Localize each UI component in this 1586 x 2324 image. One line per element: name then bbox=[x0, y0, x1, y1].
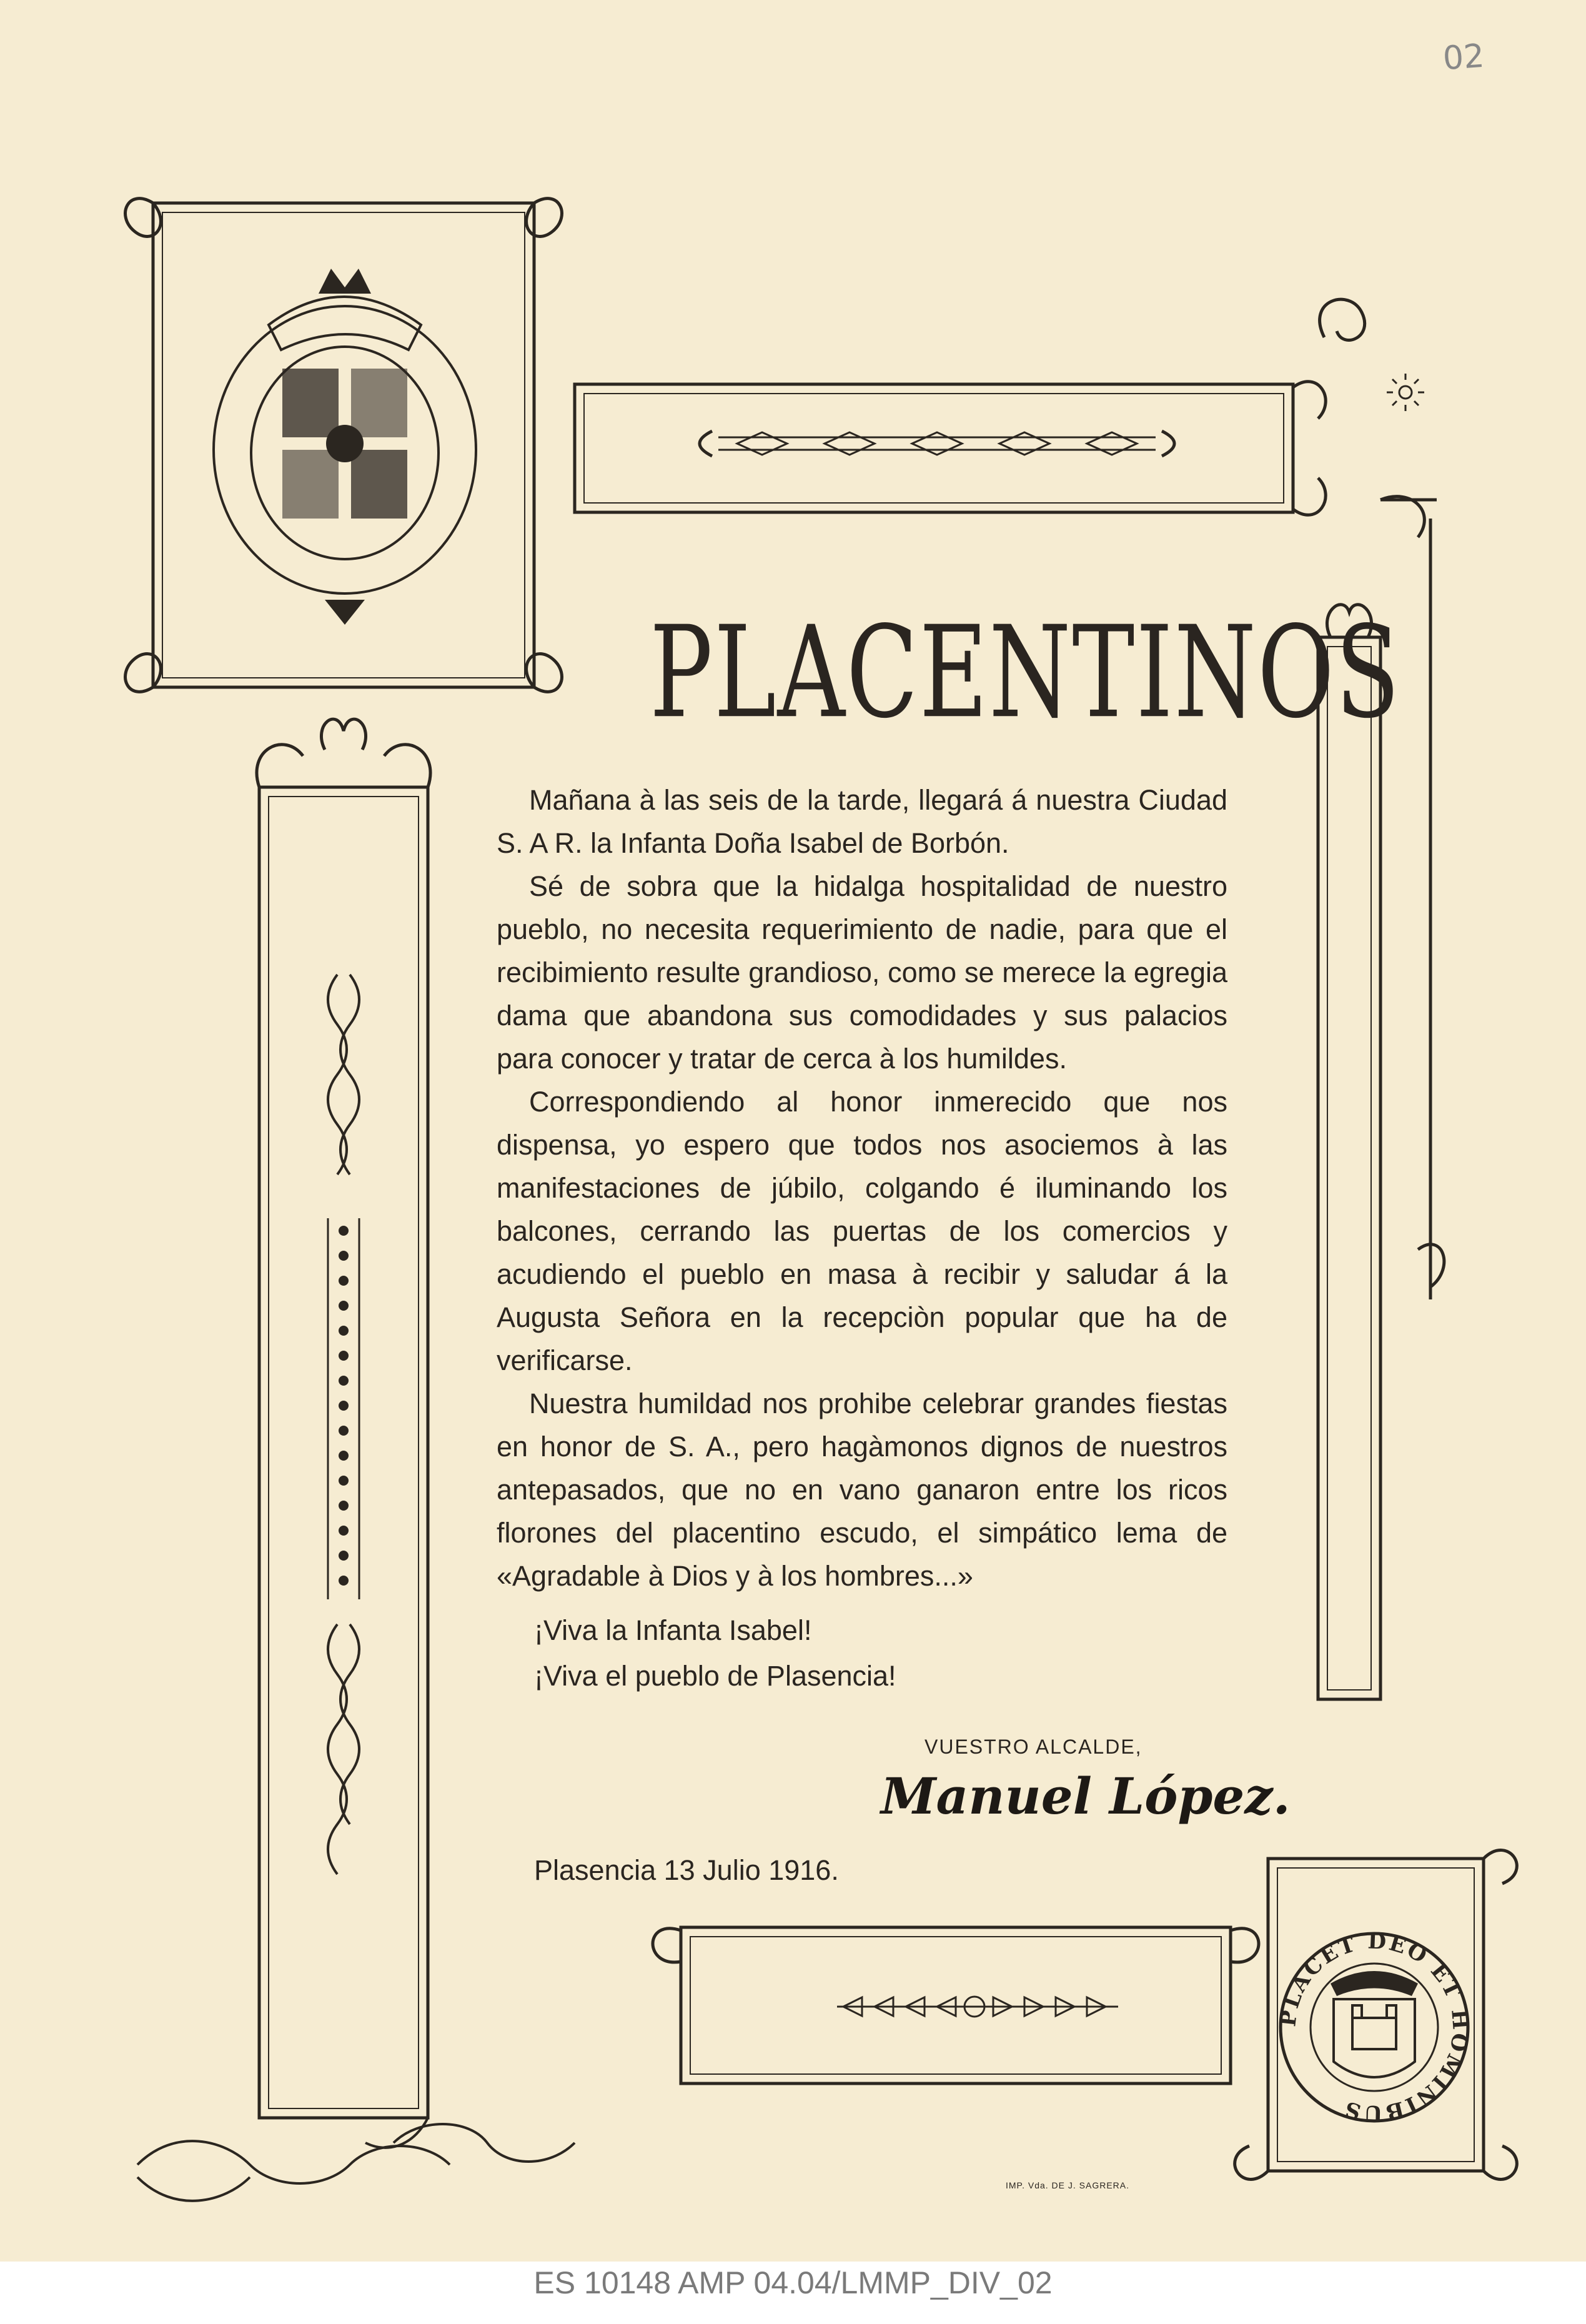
seal-text: PLACET DEO ET HOMINIBUS bbox=[1276, 1929, 1473, 2126]
signature-title: VUESTRO ALCALDE, bbox=[924, 1736, 1142, 1758]
signature-name: Manuel López. bbox=[881, 1767, 1291, 1825]
royal-coat-of-arms-icon bbox=[214, 269, 476, 625]
catalog-reference: ES 10148 AMP 04.04/LMMP_DIV_02 bbox=[533, 2265, 1053, 2300]
exclamation-2: ¡Viva el pueblo de Plasencia! bbox=[534, 1660, 896, 1692]
city-seal-icon bbox=[1276, 1929, 1473, 2125]
paragraph-2: Sé de sobra que la hidalga hospitalidad de nuestro pueblo, no necesita requerimiento de nadie, para que el recibimiento resulte grandioso, como se merece la egregia dama que abandona sus comodidades y sus palacios para conocer y tratar de cerca à los humildes. bbox=[497, 870, 1227, 1075]
paragraph-1: Mañana à las seis de la tarde, llegará á nuestra Ciudad S. A R. la Infanta Doña Isabel de Borbón. bbox=[497, 784, 1227, 859]
place-and-date: Plasencia 13 Julio 1916. bbox=[534, 1854, 839, 1886]
paragraph-3: Correspondiendo al honor inmerecido que nos dispensa, yo espero que todos nos asociemos à las manifestaciones de júbilo, colgando é iluminando los balcones, cerrando las puertas de los comercios y acudiendo el pueblo en masa à recibir y saludar á la Augusta Señora en la recepciòn popular que ha de verificarse. bbox=[497, 1086, 1227, 1376]
paragraph-4: Nuestra humildad nos prohibe celebrar grandes fiestas en honor de S. A., pero hagàmonos dignos de nuestros antepasados, que no en vano ganaron entre los ricos florones del placentino escudo, el simpático lema de «Agradable à Dios y à los hombres...» bbox=[497, 1388, 1227, 1592]
handwritten-archive-number: 02 bbox=[1441, 37, 1486, 78]
document-title: PLACENTINOS bbox=[650, 600, 1401, 747]
printer-mark: IMP. Vda. DE J. SAGRERA. bbox=[1006, 2180, 1130, 2190]
flower-ornament-icon bbox=[1387, 374, 1424, 411]
proclamation-body bbox=[497, 778, 1227, 1697]
exclamation-1: ¡Viva la Infanta Isabel! bbox=[534, 1614, 812, 1646]
svg-text:PLACET DEO ET HOMINIBUS bbox=[1276, 1929, 1473, 2125]
